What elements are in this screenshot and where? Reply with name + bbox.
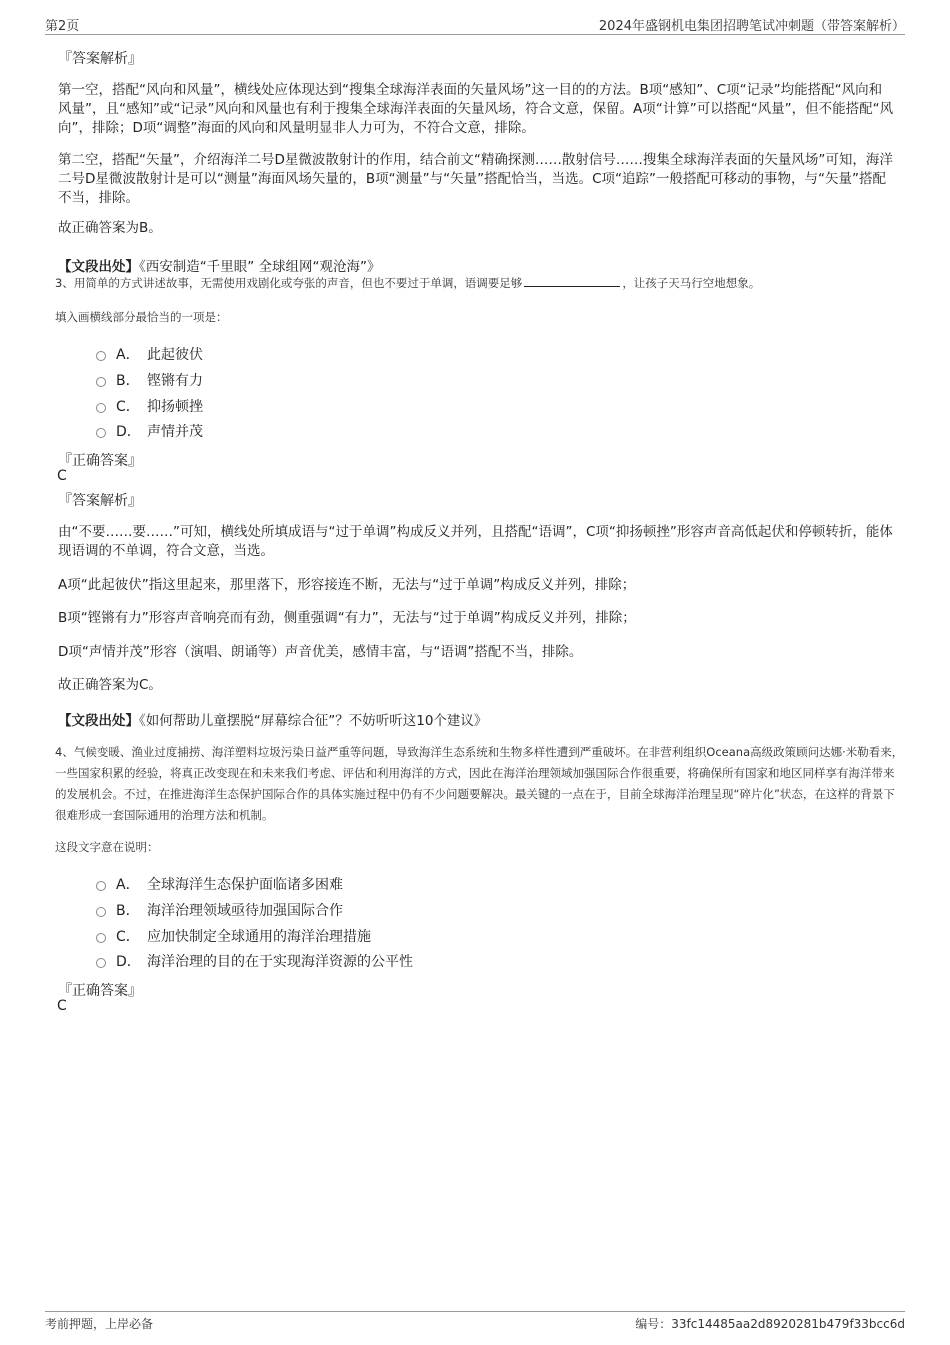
code-value: 33fc14485aa2d8920281b479f33bcc6d [671, 1317, 905, 1331]
q3-stem-after: ，让孩子天马行空地想象。 [622, 276, 761, 290]
source-tag: 【文段出处】 [58, 259, 139, 275]
code-label: 编号： [635, 1317, 672, 1331]
document-code [635, 1315, 905, 1332]
page-header [45, 14, 905, 35]
option-text: 此起彼伏 [147, 347, 203, 363]
q3-stem-before: 3、用简单的方式讲述故事，无需使用戏剧化或夸张的声音，但也不要过于单调，语调要足够 [55, 276, 523, 290]
q4-correct-label: 『正确答案』 [58, 983, 142, 999]
q3-source [58, 709, 487, 729]
q3-prompt: 填入画横线部分最恰当的一项是： [55, 310, 228, 324]
q2-analysis-paragraph-2: 第二空，搭配“矢量”，介绍海洋二号D星微波散射计的作用，结合前文“精确探测……散射信号……搜集全球海洋表面的矢量风场”可知，海洋二号D星微波散射计是可以“测量”海面风场矢量的，B项“测量”与“矢量”搭配恰当，当选。C项“追踪”一般搭配可移动的事物，与“矢量”搭配不当，排除。 [58, 152, 893, 206]
option-text: 全球海洋生态保护面临诸多困难 [147, 877, 343, 893]
option-letter: B． [116, 373, 140, 389]
source-tag: 【文段出处】 [58, 713, 139, 729]
q3-analysis-paragraph-3: B项“铿锵有力”形容声音响亮而有劲，侧重强调“有力”，无法与“过于单调”构成反义并列，排除； [58, 610, 636, 626]
option-text: 海洋治理的目的在于实现海洋资源的公平性 [147, 954, 413, 970]
option-letter: A． [116, 877, 140, 893]
page-number: 第2页 [45, 19, 80, 34]
q4-option-a[interactable] [96, 874, 343, 894]
q4-option-b[interactable] [96, 900, 343, 920]
radio-icon[interactable] [96, 907, 106, 917]
radio-icon[interactable] [96, 428, 106, 438]
option-text: 铿锵有力 [147, 373, 203, 389]
footer-slogan: 考前押题，上岸必备 [45, 1317, 154, 1331]
q3-correct-answer: C [57, 468, 67, 484]
source-title: 《如何帮助儿童摆脱“屏幕综合征”？不妨听听这10个建议》 [139, 713, 488, 729]
option-text: 海洋治理领域亟待加强国际合作 [147, 903, 343, 919]
q4-option-d[interactable] [96, 951, 413, 971]
radio-icon[interactable] [96, 403, 106, 413]
option-text: 抑扬顿挫 [147, 399, 203, 415]
option-letter: D． [116, 954, 141, 970]
q4-stem: 4、气候变暖、渔业过度捕捞、海洋塑料垃圾污染日益严重等问题，导致海洋生态系统和生物多样性遭到严重破坏。在非营利组织Oceana高级政策顾问达娜·米勒看来，一些国家积累的经验，将真正改变现在和未来我们考虑、评估和利用海洋的方式，因此在海洋治理领域加强国际合作很重要，将确保所有国家和地区同样享有海洋带来的发展机会。不过，在推进海洋生态保护国际合作的具体实施过程中仍有不少问题要解决。最关键的一点在于，目前全球海洋治理呈现“碎片化”状态，在这样的背景下很难形成一套国际通用的治理方法和机制。 [55, 745, 904, 822]
q2-conclusion: 故正确答案为B。 [58, 220, 162, 236]
radio-icon[interactable] [96, 958, 106, 968]
page-footer [45, 1311, 905, 1334]
q3-stem [55, 273, 905, 294]
option-text: 声情并茂 [147, 424, 203, 440]
source-title: 《西安制造“千里眼” 全球组网“观沧海”》 [139, 259, 381, 275]
q3-analysis-paragraph-2: A项“此起彼伏”指这里起来，那里落下，形容接连不断，无法与“过于单调”构成反义并列，排除； [58, 577, 636, 593]
q3-option-c[interactable] [96, 396, 203, 416]
radio-icon[interactable] [96, 351, 106, 361]
q3-option-a[interactable] [96, 344, 203, 364]
radio-icon[interactable] [96, 881, 106, 891]
q3-correct-label: 『正确答案』 [58, 453, 142, 469]
q2-source [58, 255, 381, 275]
q3-analysis-paragraph-1: 由“不要……要……”可知，横线处所填成语与“过于单调”构成反义并列，且搭配“语调”，C项“抑扬顿挫”形容声音高低起伏和停顿转折，能体现语调的不单调，符合文意，当选。 [58, 524, 893, 559]
q3-option-b[interactable] [96, 370, 203, 390]
option-letter: D． [116, 424, 141, 440]
fill-in-blank [524, 274, 620, 287]
radio-icon[interactable] [96, 377, 106, 387]
radio-icon[interactable] [96, 933, 106, 943]
q3-option-d[interactable] [96, 421, 203, 441]
option-letter: A． [116, 347, 140, 363]
option-letter: C． [116, 399, 140, 415]
document-title: 2024年盛钢机电集团招聘笔试冲刺题（带答案解析） [598, 19, 905, 34]
q2-analysis-label: 『答案解析』 [58, 51, 142, 67]
q4-prompt: 这段文字意在说明： [55, 840, 159, 854]
q3-analysis-label: 『答案解析』 [58, 493, 142, 509]
q4-option-c[interactable] [96, 926, 371, 946]
q2-analysis-paragraph-1: 第一空，搭配“风向和风量”，横线处应体现达到“搜集全球海洋表面的矢量风场”这一目的的方法。B项“感知”、C项“记录”均能搭配“风向和风量”，且“感知”或“记录”风向和风量也有利于搜集全球海洋表面的矢量风场，符合文意，保留。A项“计算”可以搭配“风量”，但不能搭配“风向”，排除；D项“调整”海面的风向和风量明显非人力可为，不符合文意，排除。 [58, 82, 894, 136]
option-text: 应加快制定全球通用的海洋治理措施 [147, 929, 371, 945]
q3-conclusion: 故正确答案为C。 [58, 677, 162, 693]
option-letter: C． [116, 929, 140, 945]
q4-correct-answer: C [57, 998, 67, 1014]
option-letter: B． [116, 903, 140, 919]
q3-analysis-paragraph-4: D项“声情并茂”形容（演唱、朗诵等）声音优美，感情丰富，与“语调”搭配不当，排除。 [58, 644, 583, 660]
